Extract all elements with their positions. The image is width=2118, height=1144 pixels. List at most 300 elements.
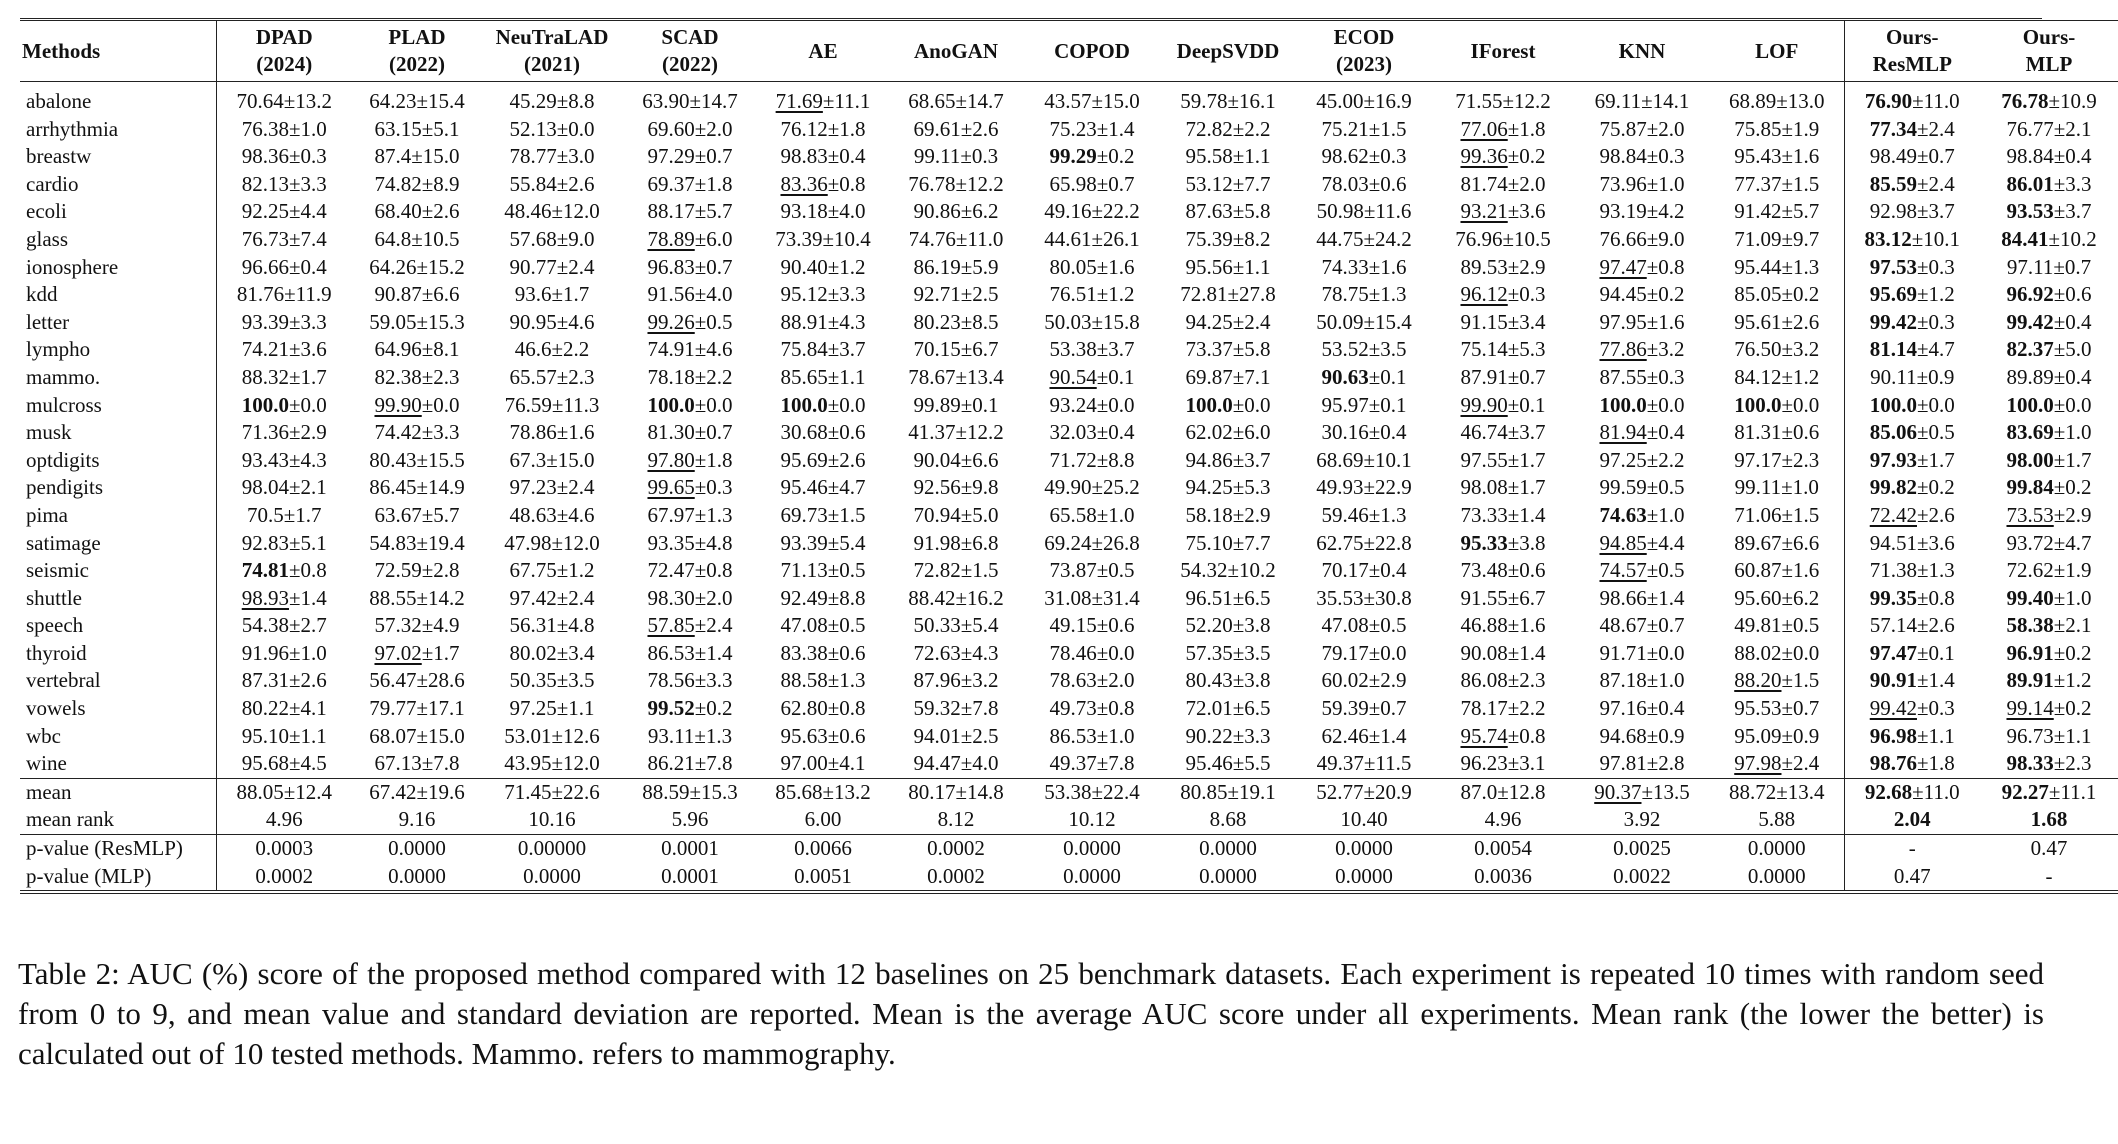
table-cell	[1574, 530, 1710, 558]
table-cell: 75.14±5.3	[1460, 337, 1546, 362]
table-cell	[622, 447, 758, 475]
row-label: mean rank	[20, 806, 216, 834]
table-cell: 93.18±4.0	[780, 199, 866, 224]
std-value: ±0.0	[2053, 392, 2092, 417]
row-label: thyroid	[20, 640, 216, 668]
second-best-value: 74.57	[1599, 558, 1647, 583]
table-cell: 77.37±1.5	[1734, 171, 1820, 196]
table-cell: 90.40±1.2	[780, 254, 866, 279]
table-cell	[1844, 667, 1980, 695]
table-cell: 98.30±2.0	[647, 585, 733, 610]
row-label: ecoli	[20, 198, 216, 226]
table-cell: 71.45±22.6	[482, 778, 622, 806]
table-cell: 0.0022	[1574, 863, 1710, 893]
table-cell: 0.0001	[622, 863, 758, 893]
row-label: ionosphere	[20, 254, 216, 282]
table-cell: 80.43±15.5	[369, 447, 465, 472]
table-cell: 95.10±1.1	[241, 723, 327, 748]
table-cell: 91.98±6.8	[913, 530, 999, 555]
best-value: 97.53	[1869, 254, 1917, 279]
second-best-value: 71.69	[775, 89, 823, 113]
table-cell: 62.46±1.4	[1321, 723, 1407, 748]
table-cell: 70.15±6.7	[913, 337, 999, 362]
second-best-value: 88.20	[1734, 668, 1782, 693]
table-cell: 78.75±1.3	[1321, 282, 1407, 307]
table-cell: 76.51±1.2	[1049, 282, 1135, 307]
std-value: ±1.7	[1916, 447, 1955, 472]
std-value: ±1.8	[694, 447, 733, 472]
table-cell	[1980, 612, 2118, 640]
column-header-label: PLAD	[388, 25, 446, 49]
std-value: ±0.3	[1916, 254, 1955, 279]
column-header-label: SCAD	[661, 25, 719, 49]
column-header-label: KNN	[1618, 38, 1666, 63]
std-value: ±2.6	[1916, 502, 1955, 527]
table-cell: 78.63±2.0	[1049, 668, 1135, 693]
table-cell: 92.25±4.4	[241, 199, 327, 224]
table-cell: 76.73±7.4	[241, 226, 327, 251]
table-cell	[1980, 309, 2118, 337]
row-label: optdigits	[20, 447, 216, 475]
table-cell	[1980, 806, 2118, 834]
best-value: 82.37	[2006, 337, 2054, 362]
std-value: ±0.2	[694, 696, 733, 721]
table-cell: 35.53±30.8	[1316, 585, 1412, 610]
table-cell: 70.64±13.2	[236, 89, 333, 113]
table-cell	[1844, 226, 1980, 254]
table-cell: 48.46±12.0	[504, 199, 600, 224]
column-header-sub: MLP	[2025, 52, 2073, 76]
table-cell: 98.84±0.3	[1599, 144, 1685, 169]
second-best-value: 83.36	[780, 171, 828, 196]
table-cell: 82.13±3.3	[241, 171, 327, 196]
table-cell: 74.42±3.3	[374, 420, 460, 445]
std-value: ±3.2	[1646, 337, 1685, 362]
table-cell	[1844, 695, 1980, 723]
table-cell: 0.0000	[1024, 863, 1160, 893]
table-row	[20, 695, 2118, 723]
row-label: mulcross	[20, 392, 216, 420]
table-cell: 56.47±28.6	[369, 668, 465, 693]
table-cell: 88.17±5.7	[647, 199, 733, 224]
pvalue-row	[20, 863, 2118, 893]
table-cell	[758, 82, 888, 116]
table-cell: 88.42±16.2	[908, 585, 1004, 610]
table-cell: 47.98±12.0	[504, 530, 600, 555]
table-cell	[1710, 667, 1844, 695]
table-cell: 69.73±1.5	[780, 502, 866, 527]
table-cell: 72.59±2.8	[374, 558, 460, 583]
table-cell: 0.47	[1844, 863, 1980, 893]
std-value: ±0.5	[1916, 420, 1955, 445]
std-value: ±3.6	[1507, 199, 1546, 224]
second-best-value: 72.42	[1869, 502, 1917, 527]
table-cell: 48.67±0.7	[1599, 613, 1685, 638]
table-row	[20, 171, 2118, 199]
table-cell: 0.0025	[1574, 835, 1710, 863]
table-cell: 0.00000	[482, 835, 622, 863]
std-value: ±11.0	[1912, 779, 1960, 804]
row-label: pima	[20, 502, 216, 530]
best-value: 97.93	[1869, 447, 1917, 472]
table-cell: 93.39±3.3	[241, 309, 327, 334]
table-cell: 65.58±1.0	[1049, 502, 1135, 527]
table-cell: 67.97±1.3	[647, 502, 733, 527]
table-cell: 71.13±0.5	[780, 558, 866, 583]
table-cell: 69.37±1.8	[647, 171, 733, 196]
table-cell: 83.38±0.6	[780, 640, 866, 665]
table-cell	[1432, 723, 1574, 751]
best-value: 89.91	[2006, 668, 2054, 693]
table-row	[20, 640, 2118, 668]
table-cell: 87.18±1.0	[1599, 668, 1685, 693]
table-cell: 85.68±13.2	[758, 778, 888, 806]
table-cell: 44.61±26.1	[1044, 226, 1140, 251]
table-cell: 63.67±5.7	[374, 502, 460, 527]
table-cell: 81.30±0.7	[647, 420, 733, 445]
std-value: ±0.0	[1646, 392, 1685, 417]
table-cell: 95.43±1.6	[1734, 144, 1820, 169]
table-cell: 69.11±14.1	[1594, 89, 1690, 113]
table-cell: 65.98±0.7	[1049, 171, 1135, 196]
table-cell: 93.72±4.7	[2006, 530, 2092, 555]
table-cell: 45.29±8.8	[509, 89, 595, 113]
column-header	[352, 21, 482, 82]
column-header	[758, 21, 888, 82]
second-best-value: 98.93	[241, 585, 289, 610]
table-cell: 80.85±19.1	[1160, 778, 1296, 806]
table-cell: 85.05±0.2	[1734, 282, 1820, 307]
best-value: 58.38	[2006, 613, 2054, 638]
table-cell	[1844, 254, 1980, 282]
best-value: 74.63	[1599, 502, 1647, 527]
table-row	[20, 750, 2118, 778]
table-cell: 76.50±3.2	[1734, 337, 1820, 362]
table-cell: 47.08±0.5	[780, 613, 866, 638]
table-cell: 86.19±5.9	[913, 254, 999, 279]
table-cell: 4.96	[1484, 807, 1522, 832]
row-label: wbc	[20, 723, 216, 751]
table-cell: 59.32±7.8	[913, 696, 999, 721]
table-cell: 0.0000	[1296, 863, 1432, 893]
row-label: wine	[20, 750, 216, 778]
table-cell: 57.32±4.9	[374, 613, 460, 638]
table-cell: 97.55±1.7	[1460, 447, 1546, 472]
results-table-container	[20, 20, 2097, 894]
second-best-value: 77.86	[1599, 337, 1647, 362]
table-cell: 53.38±22.4	[1024, 778, 1160, 806]
table-cell: 98.04±2.1	[241, 475, 327, 500]
table-cell	[1844, 640, 1980, 668]
table-cell: 69.61±2.6	[913, 116, 999, 141]
table-cell: 76.12±1.8	[780, 116, 866, 141]
column-header	[1296, 21, 1432, 82]
table-row	[20, 530, 2118, 558]
table-cell: 86.21±7.8	[647, 751, 733, 776]
best-value: 76.78	[2001, 89, 2049, 113]
table-cell: 90.86±6.2	[913, 199, 999, 224]
table-cell: 0.0000	[1160, 863, 1296, 893]
table-cell: 76.66±9.0	[1599, 226, 1685, 251]
best-value: 98.00	[2006, 447, 2054, 472]
std-value: ±1.5	[1781, 668, 1820, 693]
table-cell	[1844, 82, 1980, 116]
table-cell	[1980, 226, 2118, 254]
table-cell: 76.96±10.5	[1455, 226, 1551, 251]
table-cell: 91.42±5.7	[1734, 199, 1820, 224]
best-value: 100.0	[1599, 392, 1647, 417]
best-value: 99.42	[1869, 309, 1917, 334]
table-cell: 99.11±0.3	[913, 144, 999, 169]
table-cell: 91.56±4.0	[647, 282, 733, 307]
column-header-label: ECOD	[1333, 25, 1395, 49]
table-cell: 59.46±1.3	[1321, 502, 1407, 527]
table-cell	[1432, 143, 1574, 171]
table-cell: 49.93±22.9	[1316, 475, 1412, 500]
table-cell: 94.01±2.5	[913, 723, 999, 748]
table-cell: 95.44±1.3	[1734, 254, 1820, 279]
table-cell	[1574, 336, 1710, 364]
table-cell	[758, 392, 888, 420]
table-cell: 63.15±5.1	[374, 116, 460, 141]
column-header	[1574, 21, 1710, 82]
best-value: 99.82	[1869, 475, 1917, 500]
std-value: ±0.0	[827, 392, 866, 417]
table-cell: 0.0002	[888, 863, 1024, 893]
table-cell: 31.08±31.4	[1044, 585, 1140, 610]
table-cell: 0.0000	[1160, 835, 1296, 863]
std-value: ±10.9	[2048, 89, 2097, 113]
table-cell: 88.72±13.4	[1710, 778, 1844, 806]
table-cell: 73.37±5.8	[1185, 337, 1271, 362]
table-cell: 71.38±1.3	[1844, 557, 1980, 585]
table-cell: 97.11±0.7	[2006, 254, 2092, 279]
table-cell: 8.12	[937, 807, 975, 832]
table-cell: 53.38±3.7	[1049, 337, 1135, 362]
column-header-sub: (2023)	[1336, 52, 1392, 76]
table-cell: 52.20±3.8	[1185, 613, 1271, 638]
table-cell: 62.80±0.8	[780, 696, 866, 721]
table-cell: 86.08±2.3	[1460, 668, 1546, 693]
std-value: ±2.4	[1781, 751, 1820, 776]
table-cell	[1980, 336, 2118, 364]
second-best-value: 97.80	[647, 447, 695, 472]
table-cell: 71.72±8.8	[1049, 447, 1135, 472]
column-header-label: DPAD	[255, 25, 313, 49]
table-cell: 41.37±12.2	[908, 420, 1004, 445]
table-cell: 95.56±1.1	[1185, 254, 1271, 279]
table-cell: 32.03±0.4	[1049, 420, 1135, 445]
table-cell	[1574, 778, 1710, 806]
table-cell: 50.09±15.4	[1316, 309, 1412, 334]
results-table	[20, 20, 2118, 894]
table-cell	[1844, 750, 1980, 778]
table-cell	[1980, 281, 2118, 309]
table-cell	[216, 392, 352, 420]
table-cell: 88.59±15.3	[622, 778, 758, 806]
table-cell	[1432, 116, 1574, 144]
table-cell: 52.13±0.0	[509, 116, 595, 141]
table-cell: 78.86±1.6	[509, 420, 595, 445]
std-value: ±1.8	[1507, 116, 1546, 141]
table-cell: 96.66±0.4	[241, 254, 327, 279]
std-value: ±0.4	[1646, 420, 1685, 445]
table-cell: 76.38±1.0	[241, 116, 327, 141]
std-value: ±0.2	[1916, 475, 1955, 500]
std-value: ±1.2	[1916, 282, 1955, 307]
table-cell: 91.15±3.4	[1460, 309, 1546, 334]
table-cell	[1024, 364, 1160, 392]
table-cell	[622, 309, 758, 337]
table-cell	[622, 612, 758, 640]
table-cell: 88.58±1.3	[780, 668, 866, 693]
best-value: 90.91	[1869, 668, 1917, 693]
table-cell: 85.65±1.1	[780, 364, 866, 389]
table-cell: 10.16	[528, 807, 576, 832]
table-cell: 46.6±2.2	[514, 337, 590, 362]
table-cell: 0.0002	[216, 863, 352, 893]
table-cell: 81.74±2.0	[1460, 171, 1546, 196]
best-value: 81.14	[1869, 337, 1917, 362]
table-cell: 87.96±3.2	[913, 668, 999, 693]
std-value: ±0.0	[288, 392, 327, 417]
table-cell	[622, 392, 758, 420]
std-value: ±2.3	[2053, 751, 2092, 776]
best-value: 76.90	[1864, 89, 1913, 113]
row-label: vertebral	[20, 667, 216, 695]
column-header-label: DeepSVDD	[1176, 38, 1280, 63]
table-row	[20, 143, 2118, 171]
table-cell	[1844, 281, 1980, 309]
table-cell	[1432, 281, 1574, 309]
summary-rows	[20, 778, 2118, 834]
table-cell	[1844, 778, 1980, 806]
std-value: ±0.1	[1368, 364, 1407, 389]
std-value: ±0.0	[1232, 392, 1271, 417]
table-cell: 5.96	[671, 807, 709, 832]
table-cell: 75.39±8.2	[1185, 226, 1271, 251]
table-cell	[1844, 447, 1980, 475]
table-cell: 72.01±6.5	[1185, 696, 1271, 721]
best-value: 99.40	[2006, 585, 2054, 610]
table-cell	[1980, 198, 2118, 226]
std-value: ±5.0	[2053, 337, 2092, 362]
table-cell: 97.42±2.4	[509, 585, 595, 610]
table-cell: 49.90±25.2	[1044, 475, 1140, 500]
table-cell: 95.46±5.5	[1185, 751, 1271, 776]
best-value: 77.34	[1869, 116, 1917, 141]
table-cell: 78.67±13.4	[908, 364, 1004, 389]
table-cell	[1574, 419, 1710, 447]
std-value: ±1.0	[1646, 502, 1685, 527]
table-cell: 62.75±22.8	[1316, 530, 1412, 555]
std-value: ±6.0	[694, 226, 733, 251]
table-cell: 68.07±15.0	[369, 723, 465, 748]
second-best-value: 99.90	[1460, 392, 1508, 417]
best-value: 92.68	[1864, 779, 1913, 804]
table-cell: 58.18±2.9	[1185, 502, 1271, 527]
table-cell: 95.09±0.9	[1734, 723, 1820, 748]
table-cell: 60.87±1.6	[1734, 558, 1820, 583]
table-cell: 78.18±2.2	[647, 364, 733, 389]
column-header-label: AnoGAN	[913, 38, 998, 63]
table-cell: 87.55±0.3	[1599, 364, 1685, 389]
table-cell: 80.23±8.5	[913, 309, 999, 334]
best-value: 96.92	[2006, 282, 2054, 307]
column-header-label: COPOD	[1054, 38, 1130, 63]
table-cell: 92.98±3.7	[1844, 198, 1980, 226]
table-cell: 49.16±22.2	[1044, 199, 1140, 224]
row-label: musk	[20, 419, 216, 447]
table-cell: 81.31±0.6	[1734, 420, 1820, 445]
table-cell: 97.16±0.4	[1599, 696, 1685, 721]
row-label: seismic	[20, 557, 216, 585]
second-best-value: 99.36	[1460, 144, 1508, 169]
table-cell: 93.11±1.3	[647, 723, 733, 748]
table-cell: 96.73±1.1	[2006, 723, 2092, 748]
std-value: ±0.3	[1916, 696, 1955, 721]
table-cell: 0.0000	[1710, 835, 1844, 863]
table-cell: 67.75±1.2	[509, 558, 595, 583]
table-cell	[1844, 806, 1980, 834]
table-cell	[1432, 392, 1574, 420]
table-cell	[1710, 392, 1844, 420]
table-row	[20, 723, 2118, 751]
table-cell: 74.21±3.6	[241, 337, 327, 362]
table-cell	[1296, 364, 1432, 392]
table-row	[20, 116, 2118, 144]
column-header-sub: (2022)	[662, 52, 718, 76]
table-cell: 74.91±4.6	[647, 337, 733, 362]
table-cell: 99.11±1.0	[1734, 475, 1819, 500]
table-cell	[1980, 447, 2118, 475]
table-cell: 69.87±7.1	[1185, 364, 1271, 389]
column-header-sub: ResMLP	[1872, 52, 1952, 76]
summary-row	[20, 778, 2118, 806]
table-cell: 75.10±7.7	[1185, 530, 1271, 555]
table-cell	[1980, 695, 2118, 723]
table-cell: 6.00	[804, 807, 842, 832]
table-cell: 0.0066	[758, 835, 888, 863]
table-cell: 47.08±0.5	[1321, 613, 1407, 638]
std-value: ±2.4	[1916, 116, 1955, 141]
table-cell	[1980, 419, 2118, 447]
table-cell: 74.76±11.0	[908, 226, 1004, 251]
table-cell: 67.13±7.8	[374, 751, 460, 776]
table-cell: 69.24±26.8	[1044, 530, 1140, 555]
table-cell: 78.17±2.2	[1460, 696, 1546, 721]
table-cell	[1844, 723, 1980, 751]
table-cell: 94.68±0.9	[1599, 723, 1685, 748]
std-value: ±0.8	[827, 171, 866, 196]
table-cell: 98.66±1.4	[1599, 585, 1685, 610]
table-cell: 94.47±4.0	[913, 751, 999, 776]
table-cell: 72.82±1.5	[913, 558, 999, 583]
table-cell	[352, 392, 482, 420]
table-cell: 60.02±2.9	[1321, 668, 1407, 693]
table-cell: 94.25±2.4	[1185, 309, 1271, 334]
table-cell: 56.31±4.8	[509, 613, 595, 638]
table-cell: 0.0036	[1432, 863, 1574, 893]
table-cell: 87.91±0.7	[1460, 364, 1546, 389]
best-value: 100.0	[647, 392, 695, 417]
second-best-value: 99.14	[2006, 696, 2054, 721]
table-cell: 57.14±2.6	[1844, 612, 1980, 640]
table-cell: 78.46±0.0	[1049, 640, 1135, 665]
table-cell: 92.71±2.5	[913, 282, 999, 307]
table-cell: 78.03±0.6	[1321, 171, 1407, 196]
std-value: ±0.4	[2053, 309, 2092, 334]
